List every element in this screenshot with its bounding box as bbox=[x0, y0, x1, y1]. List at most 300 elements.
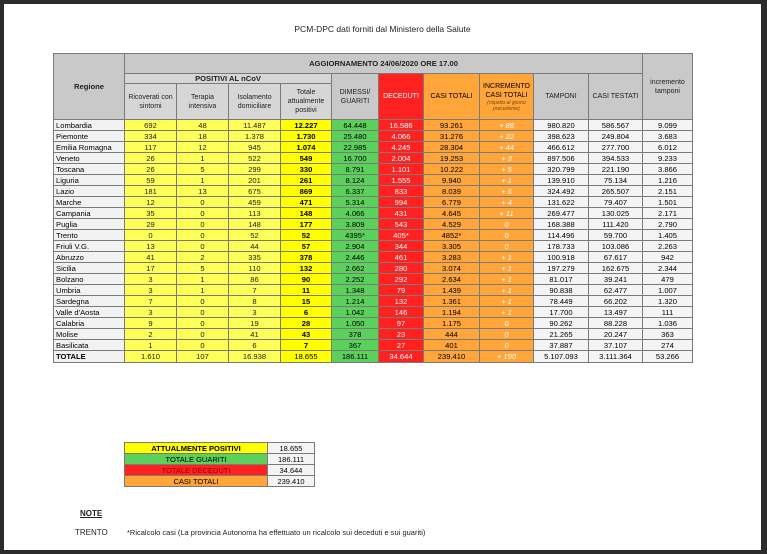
cell-ricoverati: 1 bbox=[125, 340, 177, 351]
cell-dimessi: 2.446 bbox=[332, 252, 379, 263]
cell-ricoverati: 41 bbox=[125, 252, 177, 263]
cell-casi-testati: 66.202 bbox=[589, 296, 643, 307]
table-row bbox=[54, 208, 693, 219]
cell-casi-testati: 79.407 bbox=[589, 197, 643, 208]
cell-dimessi: 5.314 bbox=[332, 197, 379, 208]
cell-incremento: 0 bbox=[480, 241, 534, 252]
cell-deceduti: 16.586 bbox=[379, 120, 424, 131]
cell-casi-totali: 1.439 bbox=[424, 285, 480, 296]
cell-incremento-tamponi: 1.501 bbox=[643, 197, 693, 208]
cell-terapia: 1 bbox=[177, 175, 229, 186]
cell-dimessi: 1.042 bbox=[332, 307, 379, 318]
cell-casi-testati: 130.025 bbox=[589, 208, 643, 219]
cell-casi-testati: 111.420 bbox=[589, 219, 643, 230]
cell-terapia: 107 bbox=[177, 351, 229, 363]
cell-regione: Lazio bbox=[54, 186, 125, 197]
cell-regione: Trento bbox=[54, 230, 125, 241]
header-terapia-intensiva: Terapia intensiva bbox=[177, 84, 229, 120]
cell-isolamento: 335 bbox=[229, 252, 281, 263]
cell-casi-totali: 10.222 bbox=[424, 164, 480, 175]
cell-totale-positivi: 1.730 bbox=[281, 131, 332, 142]
cell-tamponi: 466.612 bbox=[534, 142, 589, 153]
cell-incremento-tamponi: 53.266 bbox=[643, 351, 693, 363]
table-row bbox=[54, 164, 693, 175]
cell-deceduti: 23 bbox=[379, 329, 424, 340]
cell-casi-totali: 6.779 bbox=[424, 197, 480, 208]
cell-tamponi: 17.700 bbox=[534, 307, 589, 318]
cell-incremento-tamponi: 2.171 bbox=[643, 208, 693, 219]
cell-incremento-tamponi: 2.344 bbox=[643, 263, 693, 274]
cell-regione: Bolzano bbox=[54, 274, 125, 285]
cell-incremento: + 1 bbox=[480, 307, 534, 318]
cell-incremento: + 1 bbox=[480, 296, 534, 307]
header-ricoverati: Ricoverati con sintomi bbox=[125, 84, 177, 120]
cell-regione: Umbria bbox=[54, 285, 125, 296]
cell-totale-positivi: 1.074 bbox=[281, 142, 332, 153]
cell-ricoverati: 12 bbox=[125, 197, 177, 208]
cell-incremento-tamponi: 1.036 bbox=[643, 318, 693, 329]
cell-isolamento: 148 bbox=[229, 219, 281, 230]
cell-terapia: 0 bbox=[177, 197, 229, 208]
cell-ricoverati: 9 bbox=[125, 318, 177, 329]
cell-terapia: 0 bbox=[177, 340, 229, 351]
cell-dimessi: 367 bbox=[332, 340, 379, 351]
cell-incremento: + 3 bbox=[480, 153, 534, 164]
cell-dimessi: 1.348 bbox=[332, 285, 379, 296]
header-update-title: AGGIORNAMENTO 24/06/2020 ORE 17.00 bbox=[125, 54, 643, 74]
cell-isolamento: 113 bbox=[229, 208, 281, 219]
cell-terapia: 0 bbox=[177, 241, 229, 252]
cell-terapia: 1 bbox=[177, 274, 229, 285]
summary-legend bbox=[124, 442, 315, 487]
cell-casi-testati: 162.675 bbox=[589, 263, 643, 274]
cell-terapia: 0 bbox=[177, 296, 229, 307]
cell-incremento: 0 bbox=[480, 318, 534, 329]
cell-totale-positivi: 471 bbox=[281, 197, 332, 208]
cell-incremento-tamponi: 1.405 bbox=[643, 230, 693, 241]
cell-ricoverati: 0 bbox=[125, 230, 177, 241]
cell-terapia: 48 bbox=[177, 120, 229, 131]
cell-ricoverati: 35 bbox=[125, 208, 177, 219]
cell-tamponi: 139.910 bbox=[534, 175, 589, 186]
cell-isolamento: 8 bbox=[229, 296, 281, 307]
cell-isolamento: 675 bbox=[229, 186, 281, 197]
legend-value-guariti: 186.111 bbox=[268, 454, 315, 465]
cell-tamponi: 78.449 bbox=[534, 296, 589, 307]
cell-deceduti: 431 bbox=[379, 208, 424, 219]
cell-deceduti: 27 bbox=[379, 340, 424, 351]
cell-casi-totali: 3.283 bbox=[424, 252, 480, 263]
cell-dimessi: 8.124 bbox=[332, 175, 379, 186]
cell-ricoverati: 7 bbox=[125, 296, 177, 307]
cell-regione: Campania bbox=[54, 208, 125, 219]
cell-regione: Emilia Romagna bbox=[54, 142, 125, 153]
cell-dimessi: 3.809 bbox=[332, 219, 379, 230]
cell-incremento-tamponi: 2.790 bbox=[643, 219, 693, 230]
cell-deceduti: 994 bbox=[379, 197, 424, 208]
cell-regione: Marche bbox=[54, 197, 125, 208]
cell-tamponi: 398.623 bbox=[534, 131, 589, 142]
table-row bbox=[54, 230, 693, 241]
cell-terapia: 1 bbox=[177, 153, 229, 164]
cell-regione: Veneto bbox=[54, 153, 125, 164]
cell-tamponi: 197.279 bbox=[534, 263, 589, 274]
cell-regione: Sardegna bbox=[54, 296, 125, 307]
header-deceduti: DECEDUTI bbox=[379, 74, 424, 120]
cell-terapia: 1 bbox=[177, 285, 229, 296]
cell-casi-totali: 2.634 bbox=[424, 274, 480, 285]
cell-dimessi: 22.985 bbox=[332, 142, 379, 153]
legend-label-positivi: ATTUALMENTE POSITIVI bbox=[125, 443, 268, 454]
cell-isolamento: 522 bbox=[229, 153, 281, 164]
cell-incremento: 0 bbox=[480, 340, 534, 351]
cell-ricoverati: 692 bbox=[125, 120, 177, 131]
cell-terapia: 2 bbox=[177, 252, 229, 263]
header-dimessi-guariti: DIMESSI/ GUARITI bbox=[332, 74, 379, 120]
cell-isolamento: 44 bbox=[229, 241, 281, 252]
cell-casi-testati: 3.111.364 bbox=[589, 351, 643, 363]
cell-casi-totali: 401 bbox=[424, 340, 480, 351]
cell-totale-positivi: 11 bbox=[281, 285, 332, 296]
cell-isolamento: 52 bbox=[229, 230, 281, 241]
cell-casi-testati: 37.107 bbox=[589, 340, 643, 351]
cell-terapia: 5 bbox=[177, 263, 229, 274]
table-row bbox=[54, 296, 693, 307]
cell-totale-positivi: 378 bbox=[281, 252, 332, 263]
cell-regione: Puglia bbox=[54, 219, 125, 230]
cell-regione: Friuli V.G. bbox=[54, 241, 125, 252]
legend-value-casi: 239.410 bbox=[268, 476, 315, 487]
cell-deceduti: 405* bbox=[379, 230, 424, 241]
cell-casi-testati: 20.247 bbox=[589, 329, 643, 340]
document-page bbox=[4, 4, 761, 550]
cell-ricoverati: 26 bbox=[125, 153, 177, 164]
cell-deceduti: 146 bbox=[379, 307, 424, 318]
cell-regione: Liguria bbox=[54, 175, 125, 186]
cell-isolamento: 459 bbox=[229, 197, 281, 208]
cell-incremento: + 190 bbox=[480, 351, 534, 363]
cell-incremento: + 88 bbox=[480, 120, 534, 131]
cell-isolamento: 19 bbox=[229, 318, 281, 329]
cell-incremento-tamponi: 479 bbox=[643, 274, 693, 285]
cell-casi-testati: 221.190 bbox=[589, 164, 643, 175]
cell-deceduti: 132 bbox=[379, 296, 424, 307]
header-totale-positivi: Totale attualmente positivi bbox=[281, 84, 332, 120]
cell-casi-testati: 103.086 bbox=[589, 241, 643, 252]
legend-value-positivi: 18.655 bbox=[268, 443, 315, 454]
cell-casi-totali: 93.261 bbox=[424, 120, 480, 131]
cell-totale-positivi: 28 bbox=[281, 318, 332, 329]
cell-incremento-tamponi: 9.233 bbox=[643, 153, 693, 164]
cell-terapia: 5 bbox=[177, 164, 229, 175]
table-row bbox=[54, 153, 693, 164]
cell-terapia: 12 bbox=[177, 142, 229, 153]
table-row bbox=[54, 197, 693, 208]
cell-tamponi: 324.492 bbox=[534, 186, 589, 197]
cell-tamponi: 897.506 bbox=[534, 153, 589, 164]
cell-casi-totali: 31.276 bbox=[424, 131, 480, 142]
cell-incremento-tamponi: 3.866 bbox=[643, 164, 693, 175]
cell-deceduti: 97 bbox=[379, 318, 424, 329]
cell-casi-testati: 13.497 bbox=[589, 307, 643, 318]
legend-label-deceduti: TOTALE DECEDUTI bbox=[125, 465, 268, 476]
cell-incremento: + 6 bbox=[480, 186, 534, 197]
table-row bbox=[54, 318, 693, 329]
table-row bbox=[54, 175, 693, 186]
cell-dimessi: 186.111 bbox=[332, 351, 379, 363]
cell-isolamento: 16.938 bbox=[229, 351, 281, 363]
cell-casi-totali: 4.645 bbox=[424, 208, 480, 219]
cell-terapia: 13 bbox=[177, 186, 229, 197]
cell-totale-positivi: 52 bbox=[281, 230, 332, 241]
cell-incremento-tamponi: 1.216 bbox=[643, 175, 693, 186]
header-isolamento: Isolamento domiciliare bbox=[229, 84, 281, 120]
cell-dimessi: 2.662 bbox=[332, 263, 379, 274]
table-row bbox=[54, 307, 693, 318]
cell-deceduti: 1.101 bbox=[379, 164, 424, 175]
cell-isolamento: 1.378 bbox=[229, 131, 281, 142]
cell-dimessi: 25.480 bbox=[332, 131, 379, 142]
cell-totale-positivi: 15 bbox=[281, 296, 332, 307]
cell-ricoverati: 3 bbox=[125, 274, 177, 285]
cell-casi-totali: 9.940 bbox=[424, 175, 480, 186]
cell-regione: Calabria bbox=[54, 318, 125, 329]
cell-incremento: + 22 bbox=[480, 131, 534, 142]
cell-casi-testati: 88.228 bbox=[589, 318, 643, 329]
cell-incremento: 0 bbox=[480, 219, 534, 230]
cell-incremento: + 11 bbox=[480, 208, 534, 219]
cell-casi-totali: 1.361 bbox=[424, 296, 480, 307]
cell-incremento: 0 bbox=[480, 329, 534, 340]
cell-totale-positivi: 18.655 bbox=[281, 351, 332, 363]
cell-deceduti: 344 bbox=[379, 241, 424, 252]
cell-casi-totali: 444 bbox=[424, 329, 480, 340]
cell-ricoverati: 181 bbox=[125, 186, 177, 197]
cell-casi-totali: 4.529 bbox=[424, 219, 480, 230]
cell-casi-testati: 62.477 bbox=[589, 285, 643, 296]
cell-dimessi: 4395* bbox=[332, 230, 379, 241]
cell-isolamento: 201 bbox=[229, 175, 281, 186]
cell-regione: Basilicata bbox=[54, 340, 125, 351]
table-total-row bbox=[54, 351, 693, 363]
covid-data-table bbox=[53, 53, 693, 363]
cell-tamponi: 21.265 bbox=[534, 329, 589, 340]
cell-deceduti: 1.555 bbox=[379, 175, 424, 186]
cell-ricoverati: 117 bbox=[125, 142, 177, 153]
cell-totale-positivi: 6 bbox=[281, 307, 332, 318]
note-heading: NOTE bbox=[80, 509, 103, 518]
cell-casi-testati: 39.241 bbox=[589, 274, 643, 285]
cell-casi-testati: 67.617 bbox=[589, 252, 643, 263]
cell-terapia: 0 bbox=[177, 230, 229, 241]
table-row bbox=[54, 219, 693, 230]
cell-deceduti: 34.644 bbox=[379, 351, 424, 363]
header-tamponi: TAMPONI bbox=[534, 74, 589, 120]
cell-deceduti: 461 bbox=[379, 252, 424, 263]
cell-casi-totali: 1.194 bbox=[424, 307, 480, 318]
cell-tamponi: 90.838 bbox=[534, 285, 589, 296]
cell-deceduti: 4.245 bbox=[379, 142, 424, 153]
cell-totale-positivi: 330 bbox=[281, 164, 332, 175]
table-row bbox=[54, 142, 693, 153]
cell-dimessi: 16.700 bbox=[332, 153, 379, 164]
table-row bbox=[54, 329, 693, 340]
cell-isolamento: 86 bbox=[229, 274, 281, 285]
cell-totale-positivi: 57 bbox=[281, 241, 332, 252]
cell-dimessi: 6.337 bbox=[332, 186, 379, 197]
cell-incremento: + 1 bbox=[480, 274, 534, 285]
table-row bbox=[54, 186, 693, 197]
header-regione: Regione bbox=[54, 54, 125, 120]
cell-regione: Sicilia bbox=[54, 263, 125, 274]
header-casi-testati: CASI TESTATI bbox=[589, 74, 643, 120]
cell-tamponi: 178.733 bbox=[534, 241, 589, 252]
table-row bbox=[54, 340, 693, 351]
cell-terapia: 0 bbox=[177, 307, 229, 318]
header-casi-totali: CASI TOTALI bbox=[424, 74, 480, 120]
cell-totale-positivi: 148 bbox=[281, 208, 332, 219]
cell-isolamento: 11.487 bbox=[229, 120, 281, 131]
cell-regione: Lombardia bbox=[54, 120, 125, 131]
cell-totale-positivi: 549 bbox=[281, 153, 332, 164]
cell-isolamento: 110 bbox=[229, 263, 281, 274]
cell-ricoverati: 26 bbox=[125, 164, 177, 175]
note-region: TRENTO bbox=[75, 528, 108, 537]
cell-incremento: + 1 bbox=[480, 263, 534, 274]
cell-tamponi: 168.388 bbox=[534, 219, 589, 230]
cell-incremento-tamponi: 6.012 bbox=[643, 142, 693, 153]
cell-dimessi: 1.214 bbox=[332, 296, 379, 307]
cell-casi-totali: 19.253 bbox=[424, 153, 480, 164]
legend-label-casi: CASI TOTALI bbox=[125, 476, 268, 487]
cell-totale-positivi: 7 bbox=[281, 340, 332, 351]
cell-deceduti: 543 bbox=[379, 219, 424, 230]
cell-casi-testati: 265.507 bbox=[589, 186, 643, 197]
cell-totale-positivi: 261 bbox=[281, 175, 332, 186]
header-positivi-group: POSITIVI AL nCoV bbox=[125, 74, 332, 84]
cell-incremento-tamponi: 2.263 bbox=[643, 241, 693, 252]
cell-regione: Abruzzo bbox=[54, 252, 125, 263]
cell-casi-totali: 3.305 bbox=[424, 241, 480, 252]
cell-casi-testati: 75.134 bbox=[589, 175, 643, 186]
cell-dimessi: 8.791 bbox=[332, 164, 379, 175]
cell-casi-totali: 8.039 bbox=[424, 186, 480, 197]
legend-label-guariti: TOTALE GUARITI bbox=[125, 454, 268, 465]
cell-regione: Toscana bbox=[54, 164, 125, 175]
cell-casi-testati: 249.804 bbox=[589, 131, 643, 142]
cell-tamponi: 114.496 bbox=[534, 230, 589, 241]
cell-deceduti: 2.004 bbox=[379, 153, 424, 164]
cell-incremento-tamponi: 363 bbox=[643, 329, 693, 340]
cell-incremento-tamponi: 3.683 bbox=[643, 131, 693, 142]
cell-deceduti: 79 bbox=[379, 285, 424, 296]
cell-casi-totali: 1.175 bbox=[424, 318, 480, 329]
cell-incremento-tamponi: 274 bbox=[643, 340, 693, 351]
cell-dimessi: 378 bbox=[332, 329, 379, 340]
cell-deceduti: 280 bbox=[379, 263, 424, 274]
cell-totale-positivi: 90 bbox=[281, 274, 332, 285]
cell-regione: Piemonte bbox=[54, 131, 125, 142]
cell-ricoverati: 59 bbox=[125, 175, 177, 186]
cell-casi-totali: 28.304 bbox=[424, 142, 480, 153]
cell-tamponi: 980.820 bbox=[534, 120, 589, 131]
cell-incremento: + 1 bbox=[480, 175, 534, 186]
cell-isolamento: 7 bbox=[229, 285, 281, 296]
cell-casi-totali: 239.410 bbox=[424, 351, 480, 363]
header-incremento-casi-note: (rispetto al giorno precedente) bbox=[487, 99, 526, 112]
table-row bbox=[54, 241, 693, 252]
header-incremento-casi-label: INCREMENTO CASI TOTALI bbox=[483, 82, 530, 99]
table-row bbox=[54, 274, 693, 285]
cell-incremento: + 1 bbox=[480, 285, 534, 296]
note-text: *Ricalcolo casi (La provincia Autonoma ha effettuato un ricalcolo sui deceduti e sui guariti) bbox=[127, 528, 426, 537]
table-row bbox=[54, 252, 693, 263]
cell-incremento: + 1 bbox=[480, 252, 534, 263]
cell-tamponi: 269.477 bbox=[534, 208, 589, 219]
cell-casi-testati: 394.533 bbox=[589, 153, 643, 164]
cell-terapia: 0 bbox=[177, 318, 229, 329]
cell-incremento-tamponi: 111 bbox=[643, 307, 693, 318]
cell-incremento: + 44 bbox=[480, 142, 534, 153]
cell-ricoverati: 3 bbox=[125, 307, 177, 318]
cell-isolamento: 3 bbox=[229, 307, 281, 318]
cell-tamponi: 81.017 bbox=[534, 274, 589, 285]
cell-ricoverati: 17 bbox=[125, 263, 177, 274]
cell-incremento: + 5 bbox=[480, 164, 534, 175]
cell-totale-positivi: 12.227 bbox=[281, 120, 332, 131]
cell-ricoverati: 29 bbox=[125, 219, 177, 230]
cell-ricoverati: 2 bbox=[125, 329, 177, 340]
cell-ricoverati: 334 bbox=[125, 131, 177, 142]
cell-casi-totali: 3.074 bbox=[424, 263, 480, 274]
cell-tamponi: 131.622 bbox=[534, 197, 589, 208]
cell-regione: TOTALE bbox=[54, 351, 125, 363]
cell-incremento: 0 bbox=[480, 230, 534, 241]
cell-regione: Valle d'Aosta bbox=[54, 307, 125, 318]
cell-isolamento: 6 bbox=[229, 340, 281, 351]
legend-value-deceduti: 34.644 bbox=[268, 465, 315, 476]
cell-terapia: 0 bbox=[177, 208, 229, 219]
cell-tamponi: 37.887 bbox=[534, 340, 589, 351]
header-incremento-casi bbox=[480, 74, 534, 120]
cell-totale-positivi: 177 bbox=[281, 219, 332, 230]
cell-terapia: 0 bbox=[177, 329, 229, 340]
cell-casi-totali: 4852* bbox=[424, 230, 480, 241]
cell-isolamento: 41 bbox=[229, 329, 281, 340]
cell-totale-positivi: 43 bbox=[281, 329, 332, 340]
cell-dimessi: 2.252 bbox=[332, 274, 379, 285]
table-row bbox=[54, 120, 693, 131]
cell-incremento-tamponi: 2.151 bbox=[643, 186, 693, 197]
cell-dimessi: 64.448 bbox=[332, 120, 379, 131]
cell-isolamento: 299 bbox=[229, 164, 281, 175]
table-row bbox=[54, 263, 693, 274]
cell-deceduti: 833 bbox=[379, 186, 424, 197]
cell-tamponi: 320.799 bbox=[534, 164, 589, 175]
cell-deceduti: 4.066 bbox=[379, 131, 424, 142]
cell-casi-testati: 277.700 bbox=[589, 142, 643, 153]
cell-dimessi: 2.904 bbox=[332, 241, 379, 252]
cell-tamponi: 90.262 bbox=[534, 318, 589, 329]
cell-tamponi: 5.107.093 bbox=[534, 351, 589, 363]
cell-terapia: 18 bbox=[177, 131, 229, 142]
cell-terapia: 0 bbox=[177, 219, 229, 230]
cell-isolamento: 945 bbox=[229, 142, 281, 153]
table-row bbox=[54, 131, 693, 142]
header-incremento-tamponi: incremento tamponi bbox=[643, 54, 693, 120]
table-row bbox=[54, 285, 693, 296]
cell-incremento: + 4 bbox=[480, 197, 534, 208]
